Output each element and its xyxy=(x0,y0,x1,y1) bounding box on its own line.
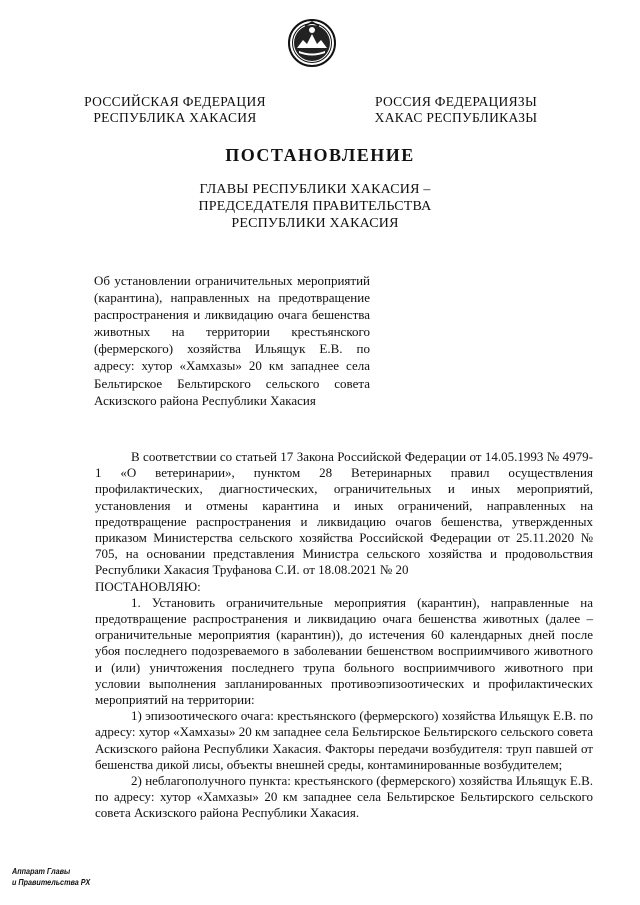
coat-of-arms-icon xyxy=(287,18,337,68)
resolve-heading: ПОСТАНОВЛЯЮ: xyxy=(95,578,201,594)
subitem-1-paragraph: 1) эпизоотического очага: крестьянского (фермерского) хозяйства Ильящук Е.В. по адресу: хутор «Хамхазы» 20 км западнее села Бельтирское Бельтирского сельского совета Аскизского района Республики Хакасия. Факторы передачи возбудителя: труп павшей от бешенства дикой лисы, объекты внешней среды, контаминированные возбудителем; xyxy=(95,708,593,772)
document-type-title: ПОСТАНОВЛЕНИЕ xyxy=(225,145,415,165)
header-right-line1: РОССИЯ ФЕДЕРАЦИЯЗЫ xyxy=(374,94,538,109)
stamp-line2: и Правительства РХ xyxy=(12,877,91,887)
issuer-line3: РЕСПУБЛИКИ ХАКАСИЯ xyxy=(231,216,399,231)
preamble-paragraph: В соответствии со статьей 17 Закона Российской Федерации от 14.05.1993 № 4979-1 «О ветеринарии», пунктом 28 Ветеринарных правил осуществления профилактических, диагностических, ограничительных и иных мероприятий, установления и отмены карантина и иных ограничений, направленных на предотвращение распространения и ликвидацию очагов бешенства, утвержденных приказом Министерства сельского хозяйства Российской Федерации от 25.11.2020 № 705, на основании представления Министра сельского хозяйства и продовольствия Республики Хакасия Труфанова С.И. от 18.08.2021 № 20 xyxy=(95,449,593,578)
document-subject: Об установлении ограничительных мероприятий (карантина), направленных на предотвращение распространения и ликвидацию очага бешенства животных на территории крестьянского (фермерского) хозяйства Ильящук Е.В. по адресу: хутор «Хамхазы» 20 км западнее села Бельтирское Бельтирского сельского совета Аскизского района Республики Хакасия xyxy=(94,273,370,408)
item-1-paragraph: 1. Установить ограничительные мероприятия (карантин), направленные на предотвращение распространения и ликвидацию очага бешенства животных (далее – ограничительные мероприятия (карантин)), до истечения 60 календарных дней после убоя последнего подозреваемого в заболевании бешенством восприимчивого животного и (или) уничтожения последнего трупа больного восприимчивого животного при условии выполнения запланированных противоэпизоотических и профилактических мероприятий на территории: xyxy=(95,594,593,708)
header-russian-federation xyxy=(84,94,266,126)
document-issuer xyxy=(150,181,480,232)
issuer-line1: ГЛАВЫ РЕСПУБЛИКИ ХАКАСИЯ – xyxy=(199,182,431,197)
stamp-line1: Аппарат Главы xyxy=(12,866,71,876)
header-right-line2: ХАКАС РЕСПУБЛИКАЗЫ xyxy=(374,110,538,125)
header-left-line1: РОССИЙСКАЯ ФЕДЕРАЦИЯ xyxy=(84,94,266,109)
subitem-2-paragraph: 2) неблагополучного пункта: крестьянского (фермерского) хозяйства Ильящук Е.В. по адресу: хутор «Хамхазы» 20 км западнее села Бельтирское Бельтирского сельского совета Аскизского района Республики Хакасия. xyxy=(95,773,593,821)
header-khakas-language xyxy=(372,94,540,126)
office-stamp xyxy=(12,866,106,888)
issuer-line2: ПРЕДСЕДАТЕЛЯ ПРАВИТЕЛЬСТВА xyxy=(198,199,432,214)
document-body xyxy=(95,449,593,822)
header-left-line2: РЕСПУБЛИКА ХАКАСИЯ xyxy=(93,110,257,125)
